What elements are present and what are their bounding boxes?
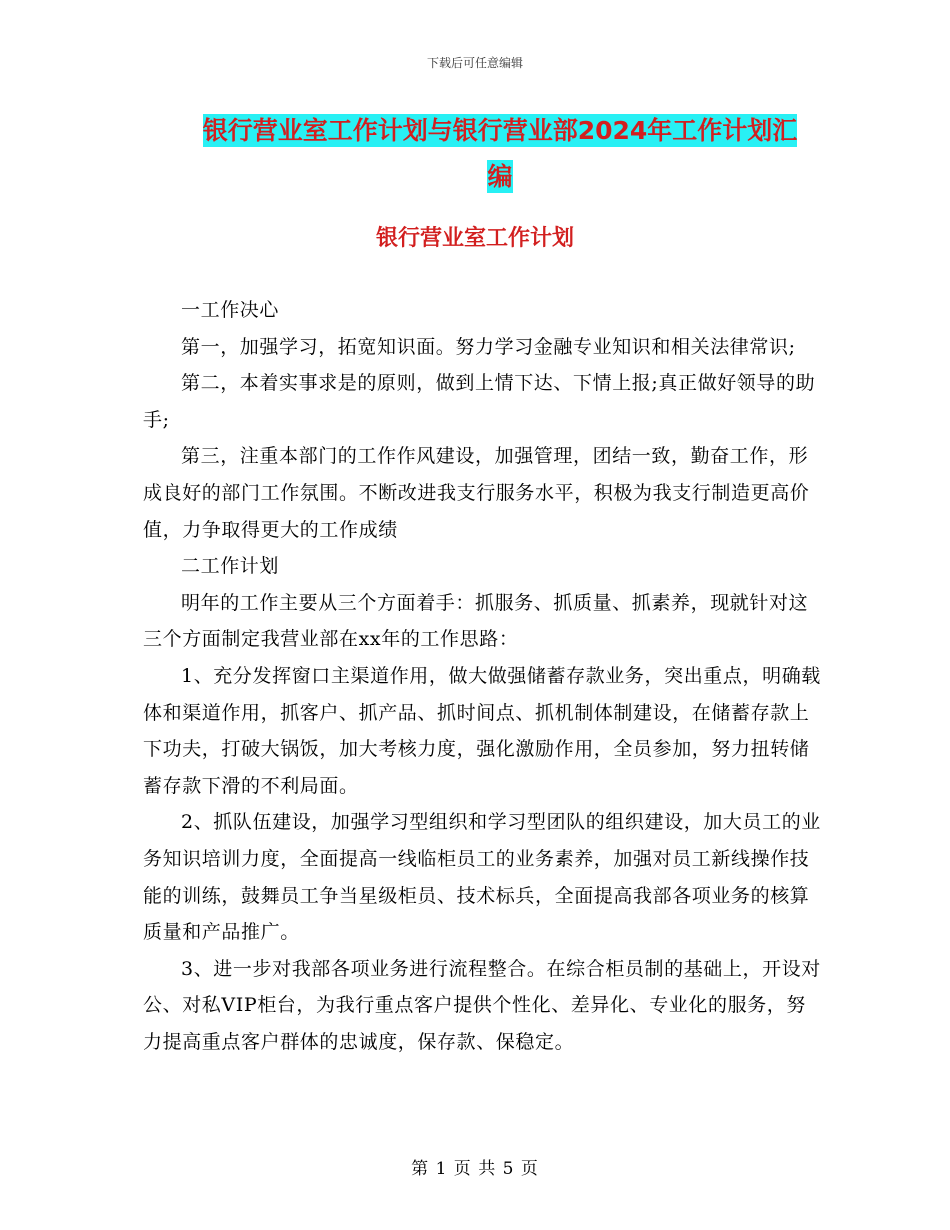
paragraph: 2、抓队伍建设，加强学习型组织和学习型团队的组织建设，加大员工的业务知识培训力度，全面提高一线临柜员工的业务素养，加强对员工新线操作技能的训练，鼓舞员工争当星级柜员、技术标兵，全面提高我部各项业务的核算质量和产品推广。 (143, 811, 821, 944)
paragraph: 第三，注重本部门的工作作风建设，加强管理，团结一致，勤奋工作，形成良好的部门工作氛围。不断改进我支行服务水平，积极为我支行制造更高价值，力争取得更大的工作成绩 (143, 445, 810, 541)
paragraph: 1、充分发挥窗口主渠道作用，做大做强储蓄存款业务，突出重点，明确载体和渠道作用，抓客户、抓产品、抓时间点、抓机制体制建设，在储蓄存款上下功夫，打破大锅饭，加大考核力度，强化激励作用，全员参加，努力扭转储蓄存款下滑的不利局面。 (143, 664, 821, 797)
header-note: 下载后可任意编辑 (426, 56, 523, 70)
document-title (150, 108, 850, 200)
section-title: 银行营业室工作计划 (375, 226, 574, 251)
paragraph: 一工作决心 (181, 299, 280, 321)
paragraph: 明年的工作主要从三个方面着手：抓服务、抓质量、抓素养，现就针对这三个方面制定我营业部在xx年的工作思路： (143, 591, 809, 651)
document-body (143, 292, 823, 1060)
page-footer: 第 1 页 共 5 页 (411, 1159, 539, 1179)
paragraph: 第一，加强学习，拓宽知识面。努力学习金融专业知识和相关法律常识; (181, 335, 796, 358)
paragraph: 第二，本着实事求是的原则，做到上情下达、下情上报;真正做好领导的助手; (143, 372, 816, 431)
document-title-line-2: 编 (487, 162, 513, 191)
paragraph: 3、进一步对我部各项业务进行流程整合。在综合柜员制的基础上，开设对公、对私VIP柜台，为我行重点客户提供个性化、差异化、专业化的服务，努力提高重点客户群体的忠诚度，保存款、保稳定。 (143, 957, 821, 1053)
document-title-line-1: 银行营业室工作计划与银行营业部2024年工作计划汇 (202, 116, 798, 145)
paragraph: 二工作计划 (181, 555, 280, 578)
